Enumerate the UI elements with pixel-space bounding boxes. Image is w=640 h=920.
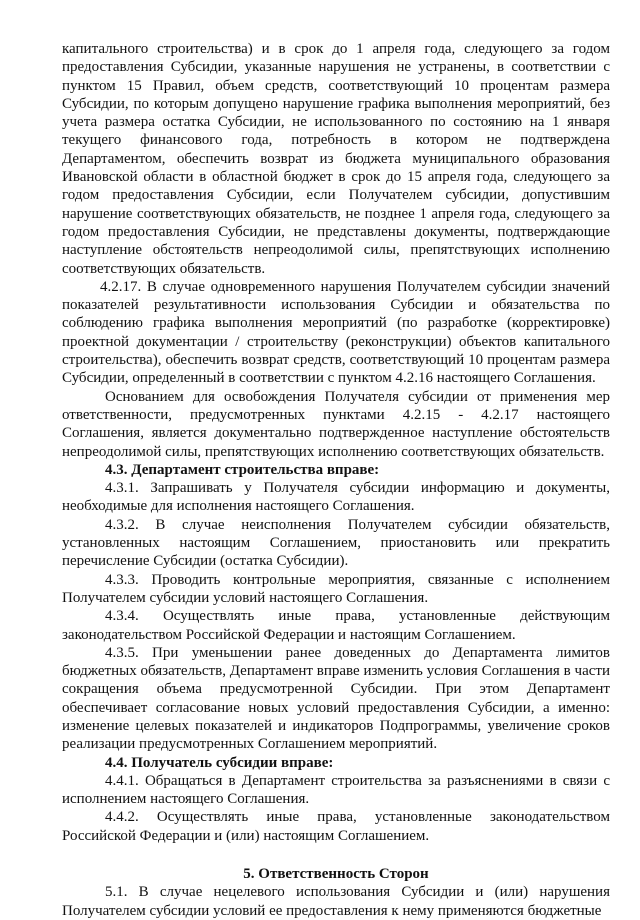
paragraph-continuation: капитального строительства) и в срок до 1 апреля года, следующего за годом предоставления Субсидии, указанные нарушения не устранены, в соответствии с пунктом 15 Правил, объем средств, соответствующий 10 процентам размера Субсидии, по которым допущено нарушение графика выполнения мероприятий, без учета размера остатка Субсидии, не использованного по состоянию на 1 января текущего финансового года, потребность в котором не подтверждена Департаментом, обеспечить возврат из бюджета муниципального образования Ивановской области в областной бюджет в срок до 15 апреля года, следующего за годом предоставления Субсидии, если Получателем субсидии, допустившим нарушение соответствующих обязательств, не позднее 1 апреля года, следующего за годом предоставления Субсидии, не представлены документы, подтверждающие наступление обстоятельств непреодолимой силы, препятствующих исполнению соответствующих обязательств. (62, 41, 610, 277)
paragraph-exemption: Основанием для освобождения Получателя субсидии от применения мер ответственности, предусмотренных пунктами 4.2.15 - 4.2.17 настоящего Соглашения, является документально подтвержденное наступление обстоятельств непреодолимой силы, препятствующих исполнению соответствующих обязательств. (62, 388, 610, 460)
paragraph-4-3-4: 4.3.4. Осуществлять иные права, установленные действующим законодательством Российской Федерации и настоящим Соглашением. (62, 608, 610, 643)
heading-section-5: 5. Ответственность Сторон (243, 866, 429, 883)
paragraph-4-3-1: 4.3.1. Запрашивать у Получателя субсидии информацию и документы, необходимые для исполнения настоящего Соглашения. (62, 480, 610, 515)
paragraph-5-1: 5.1. В случае нецелевого использования Субсидии и (или) нарушения Получателем субсидии условий ее предоставления к нему применяются бюджетные (62, 884, 610, 919)
paragraph-4-4-1: 4.4.1. Обращаться в Департамент строительства за разъяснениями в связи с исполнением настоящего Соглашения. (62, 772, 610, 808)
paragraph-4-4-2: 4.4.2. Осуществлять иные права, установленные законодательством Российской Федерации и (или) настоящим Соглашением. (62, 809, 610, 844)
paragraph-4-3-2: 4.3.2. В случае неисполнения Получателем субсидии обязательств, установленных настоящим Соглашением, приостановить или прекратить перечисление Субсидии (остатка Субсидии). (62, 516, 610, 570)
heading-4-4: 4.4. Получатель субсидии вправе: (105, 754, 334, 771)
paragraph-4-2-17: 4.2.17. В случае одновременного нарушения Получателем субсидии значений показателей результативности использования Субсидии и обязательства по соблюдению графика выполнения мероприятий (по разработке (корректировке) проектной документации / строительству (реконструкции) объектов капитального строительства), обеспечить возврат средств, соответствующий 10 процентам размера Субсидии, определенный в соответствии с пунктом 4.2.16 настоящего Соглашения. (62, 278, 610, 387)
section-spacer (62, 845, 610, 865)
paragraph-4-3-3: 4.3.3. Проводить контрольные мероприятия, связанные с исполнением Получателем субсидии условий настоящего Соглашения. (62, 571, 610, 606)
paragraph-4-3-5: 4.3.5. При уменьшении ранее доведенных до Департамента лимитов бюджетных обязательств, Департамент вправе изменить условия Соглашения в части сокращения объема предусмотренной Субсидии. При этом Департамент обеспечивает согласование новых условий предоставления Субсидии, а именно: изменение целевых показателей и индикаторов Подпрограммы, увеличение сроков реализации предусмотренных Соглашением мероприятий. (62, 644, 610, 753)
heading-4-3: 4.3. Департамент строительства вправе: (105, 461, 380, 478)
